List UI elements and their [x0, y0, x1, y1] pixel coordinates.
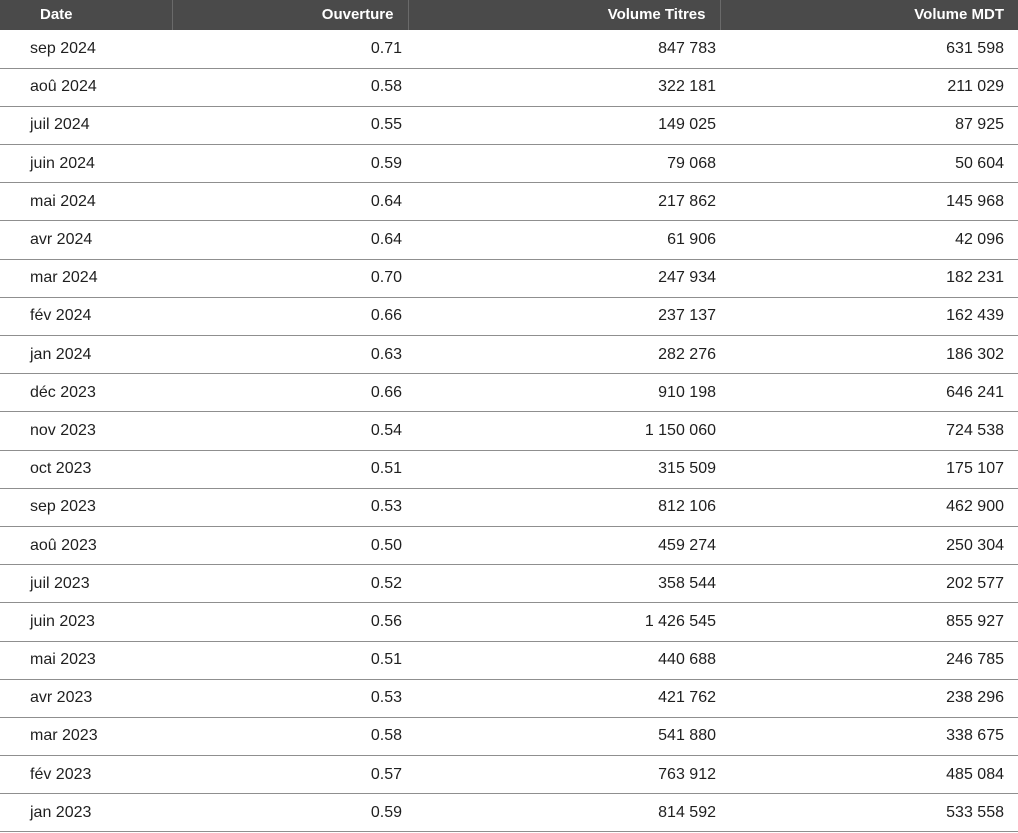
cell-ouverture: 0.66: [172, 374, 408, 412]
column-header-volume-titres[interactable]: Volume Titres: [408, 0, 720, 30]
cell-volume-mdt: 145 968: [720, 183, 1018, 221]
cell-volume-titres: 322 181: [408, 68, 720, 106]
table-row: [0, 488, 1018, 526]
cell-ouverture: 0.51: [172, 450, 408, 488]
table-row: [0, 526, 1018, 564]
table-row: [0, 679, 1018, 717]
cell-ouverture: 0.58: [172, 68, 408, 106]
table-row: [0, 450, 1018, 488]
table-body: [0, 30, 1018, 832]
cell-volume-mdt: 646 241: [720, 374, 1018, 412]
cell-ouverture: 0.52: [172, 565, 408, 603]
cell-date: fév 2023: [0, 756, 172, 794]
cell-ouverture: 0.64: [172, 183, 408, 221]
cell-date: fév 2024: [0, 297, 172, 335]
cell-volume-titres: 541 880: [408, 717, 720, 755]
cell-ouverture: 0.66: [172, 297, 408, 335]
cell-volume-mdt: 238 296: [720, 679, 1018, 717]
cell-date: juil 2024: [0, 106, 172, 144]
cell-volume-mdt: 485 084: [720, 756, 1018, 794]
cell-ouverture: 0.54: [172, 412, 408, 450]
cell-volume-mdt: 42 096: [720, 221, 1018, 259]
cell-volume-titres: 61 906: [408, 221, 720, 259]
cell-volume-mdt: 202 577: [720, 565, 1018, 603]
cell-volume-titres: 358 544: [408, 565, 720, 603]
cell-volume-titres: 910 198: [408, 374, 720, 412]
cell-volume-mdt: 87 925: [720, 106, 1018, 144]
table-row: [0, 374, 1018, 412]
cell-ouverture: 0.51: [172, 641, 408, 679]
cell-volume-mdt: 175 107: [720, 450, 1018, 488]
cell-ouverture: 0.70: [172, 259, 408, 297]
cell-ouverture: 0.71: [172, 30, 408, 68]
cell-ouverture: 0.50: [172, 526, 408, 564]
cell-volume-titres: 79 068: [408, 145, 720, 183]
cell-volume-mdt: 246 785: [720, 641, 1018, 679]
cell-date: mai 2023: [0, 641, 172, 679]
cell-date: juil 2023: [0, 565, 172, 603]
cell-ouverture: 0.58: [172, 717, 408, 755]
cell-ouverture: 0.53: [172, 488, 408, 526]
table-row: [0, 794, 1018, 832]
table-row: [0, 336, 1018, 374]
cell-date: avr 2024: [0, 221, 172, 259]
cell-volume-mdt: 338 675: [720, 717, 1018, 755]
table-row: [0, 717, 1018, 755]
cell-date: sep 2024: [0, 30, 172, 68]
cell-volume-mdt: 162 439: [720, 297, 1018, 335]
table-row: [0, 756, 1018, 794]
cell-date: mar 2023: [0, 717, 172, 755]
cell-date: mai 2024: [0, 183, 172, 221]
cell-ouverture: 0.64: [172, 221, 408, 259]
table-row: [0, 259, 1018, 297]
cell-volume-titres: 217 862: [408, 183, 720, 221]
cell-date: mar 2024: [0, 259, 172, 297]
cell-volume-titres: 763 912: [408, 756, 720, 794]
cell-volume-mdt: 186 302: [720, 336, 1018, 374]
cell-date: déc 2023: [0, 374, 172, 412]
table-header: [0, 0, 1018, 30]
cell-ouverture: 0.57: [172, 756, 408, 794]
cell-volume-titres: 459 274: [408, 526, 720, 564]
cell-volume-titres: 812 106: [408, 488, 720, 526]
cell-volume-mdt: 724 538: [720, 412, 1018, 450]
column-header-ouverture[interactable]: Ouverture: [172, 0, 408, 30]
cell-volume-mdt: 211 029: [720, 68, 1018, 106]
table-header-row: [0, 0, 1018, 30]
cell-volume-mdt: 462 900: [720, 488, 1018, 526]
cell-date: aoû 2024: [0, 68, 172, 106]
cell-ouverture: 0.56: [172, 603, 408, 641]
table-row: [0, 30, 1018, 68]
cell-volume-titres: 440 688: [408, 641, 720, 679]
cell-date: aoû 2023: [0, 526, 172, 564]
cell-volume-mdt: 631 598: [720, 30, 1018, 68]
table-row: [0, 297, 1018, 335]
cell-volume-titres: 237 137: [408, 297, 720, 335]
cell-volume-titres: 847 783: [408, 30, 720, 68]
cell-volume-mdt: 855 927: [720, 603, 1018, 641]
cell-date: avr 2023: [0, 679, 172, 717]
cell-ouverture: 0.53: [172, 679, 408, 717]
table-row: [0, 221, 1018, 259]
cell-ouverture: 0.59: [172, 145, 408, 183]
table-row: [0, 106, 1018, 144]
column-header-date[interactable]: Date: [0, 0, 172, 30]
table-row: [0, 603, 1018, 641]
cell-date: oct 2023: [0, 450, 172, 488]
cell-volume-mdt: 250 304: [720, 526, 1018, 564]
cell-date: jan 2024: [0, 336, 172, 374]
table-row: [0, 565, 1018, 603]
cell-ouverture: 0.59: [172, 794, 408, 832]
cell-volume-titres: 814 592: [408, 794, 720, 832]
cell-volume-titres: 149 025: [408, 106, 720, 144]
cell-ouverture: 0.63: [172, 336, 408, 374]
cell-volume-mdt: 533 558: [720, 794, 1018, 832]
table-row: [0, 183, 1018, 221]
cell-date: juin 2023: [0, 603, 172, 641]
table-row: [0, 641, 1018, 679]
cell-volume-titres: 421 762: [408, 679, 720, 717]
column-header-volume-mdt[interactable]: Volume MDT: [720, 0, 1018, 30]
table-row: [0, 68, 1018, 106]
cell-volume-mdt: 50 604: [720, 145, 1018, 183]
cell-ouverture: 0.55: [172, 106, 408, 144]
cell-date: juin 2024: [0, 145, 172, 183]
cell-date: sep 2023: [0, 488, 172, 526]
cell-volume-mdt: 182 231: [720, 259, 1018, 297]
cell-date: nov 2023: [0, 412, 172, 450]
cell-volume-titres: 247 934: [408, 259, 720, 297]
cell-volume-titres: 315 509: [408, 450, 720, 488]
cell-volume-titres: 282 276: [408, 336, 720, 374]
cell-date: jan 2023: [0, 794, 172, 832]
cell-volume-titres: 1 150 060: [408, 412, 720, 450]
cell-volume-titres: 1 426 545: [408, 603, 720, 641]
table-row: [0, 145, 1018, 183]
table-row: [0, 412, 1018, 450]
